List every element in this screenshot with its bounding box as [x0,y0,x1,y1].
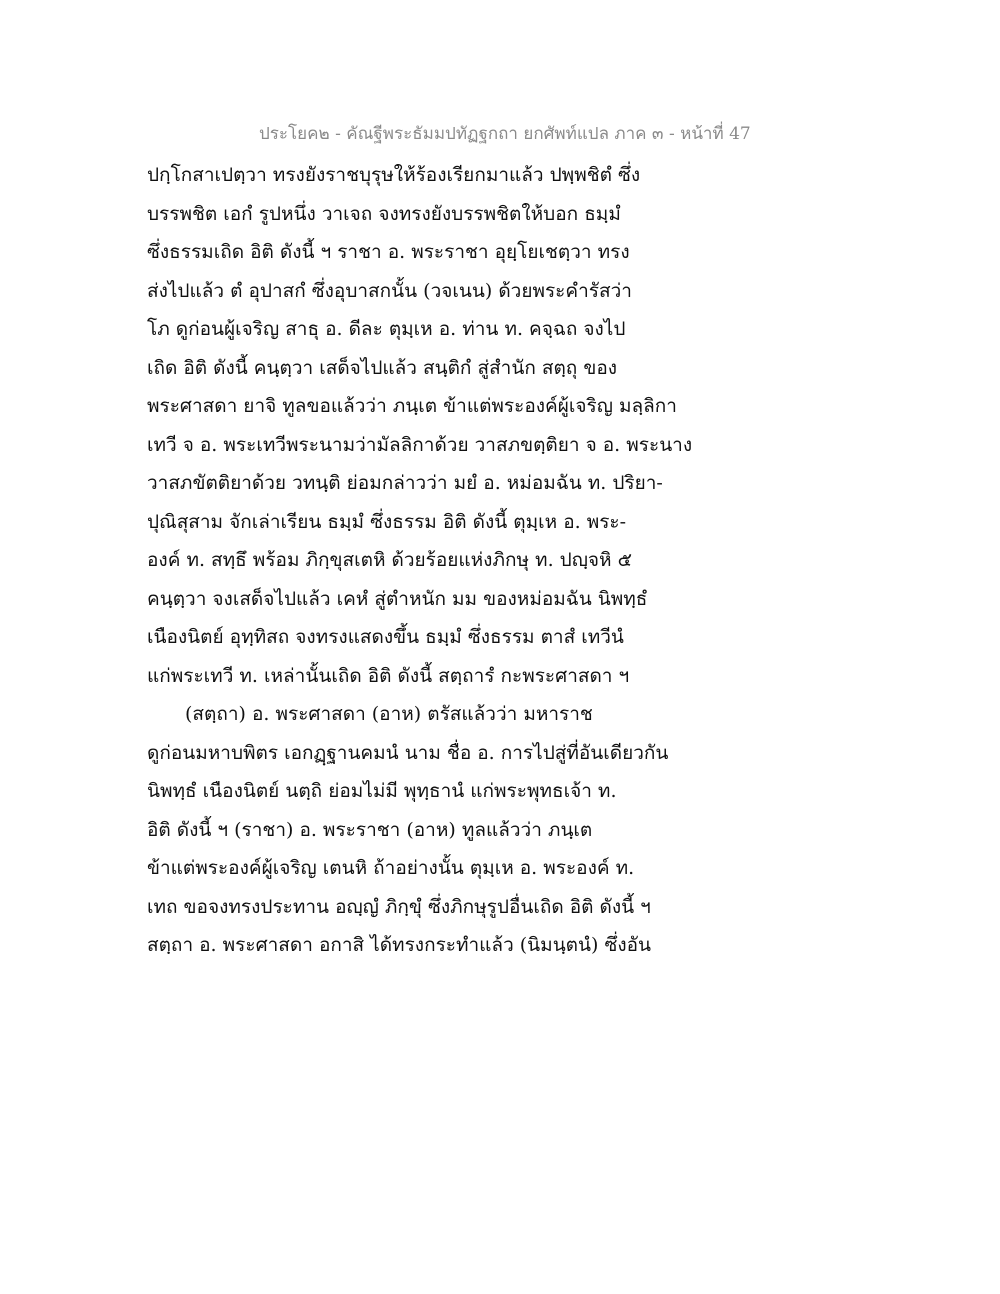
text-line: แก่พระเทวี ท. เหล่านั้นเถิด อิติ ดังนี้ สตฺถารํ กะพระศาสดา ฯ [147,664,630,687]
text-line: พระศาสดา ยาจิ ทูลขอแล้วว่า ภนฺเต ข้าแต่พระองค์ผู้เจริญ มลฺลิกา [147,395,677,417]
text-line: คนฺตฺวา จงเสด็จไปแล้ว เคหํ สู่ตำหนัก มม ของหม่อมฉัน นิพทฺธํ [147,587,648,610]
text-line: ปกฺโกสาเปตฺวา ทรงยังราชบุรุษให้ร้องเรียกมาแล้ว ปพฺพชิตํ ซึ่ง [147,164,641,186]
text-line: บรรพชิต เอกํ รูปหนึ่ง วาเจถ จงทรงยังบรรพชิตให้บอก ธมฺมํ [147,202,621,225]
text-line: เทวี จ อ. พระเทวีพระนามว่ามัลลิกาด้วย วาสภขตฺติยา จ อ. พระนาง [147,433,693,456]
text-line: สตฺถา อ. พระศาสดา อกาสิ ได้ทรงกระทำแล้ว (นิมนฺตนํ) ซึ่งอัน [147,934,652,956]
body-text [147,156,707,965]
text-line: อิติ ดังนี้ ฯ (ราชา) อ. พระราชา (อาห) ทูลแล้วว่า ภนฺเต [147,818,593,841]
text-line: เทถ ขอจงทรงประทาน อญฺญํ ภิกฺขุํ ซึ่งภิกษุรูปอื่นเถิด อิติ ดังนี้ ฯ [147,895,651,918]
text-line: เถิด อิติ ดังนี้ คนฺตฺวา เสด็จไปแล้ว สนฺติกํ สู่สำนัก สตฺถุ ของ [147,356,618,379]
text-line: เนืองนิตย์ อุทฺทิสถ จงทรงแสดงขึ้น ธมฺมํ ซึ่งธรรม ตาสํ เทวีนํ [147,626,624,648]
text-line: โภ ดูก่อนผู้เจริญ สาธุ อ. ดีละ ตุมฺเห อ. ท่าน ท. คจฺฉถ จงไป [147,318,626,340]
page-header: ประโยค๒ - คัณฐีพระธัมมปทัฏฐกถา ยกศัพท์แปล ภาค ๓ - หน้าที่ 47 [259,124,751,144]
text-line: องค์ ท. สทฺธึ พร้อม ภิกฺขุสเตหิ ด้วยร้อยแห่งภิกษุ ท. ปญฺจหิ ๕ [147,549,632,571]
text-line: ข้าแต่พระองค์ผู้เจริญ เตนหิ ถ้าอย่างนั้น ตุมฺเห อ. พระองค์ ท. [147,857,635,879]
text-line: ซึ่งธรรมเถิด อิติ ดังนี้ ฯ ราชา อ. พระราชา อุยฺโยเชตฺวา ทรง [147,241,630,263]
text-line: ดูก่อนมหาบพิตร เอกฏฺฐานคมนํ นาม ชื่อ อ. การไปสู่ที่อันเดียวกัน [147,741,669,764]
text-line-indented: (สตฺถา) อ. พระศาสดา (อาห) ตรัสแล้วว่า มหาราช [185,703,593,725]
text-line: ส่งไปแล้ว ตํ อุปาสกํ ซึ่งอุบาสกนั้น (วจเนน) ด้วยพระคำรัสว่า [147,279,632,302]
text-line: นิพทฺธํ เนืองนิตย์ นตฺถิ ย่อมไม่มี พุทฺธานํ แก่พระพุทธเจ้า ท. [147,780,617,802]
text-line: ปุณิสุสาม จักเล่าเรียน ธมฺมํ ซึ่งธรรม อิติ ดังนี้ ตุมฺเห อ. พระ- [147,510,627,533]
text-line: วาสภขัตติยาด้วย วทนฺติ ย่อมกล่าวว่า มยํ อ. หม่อมฉัน ท. ปริยา- [147,472,663,494]
